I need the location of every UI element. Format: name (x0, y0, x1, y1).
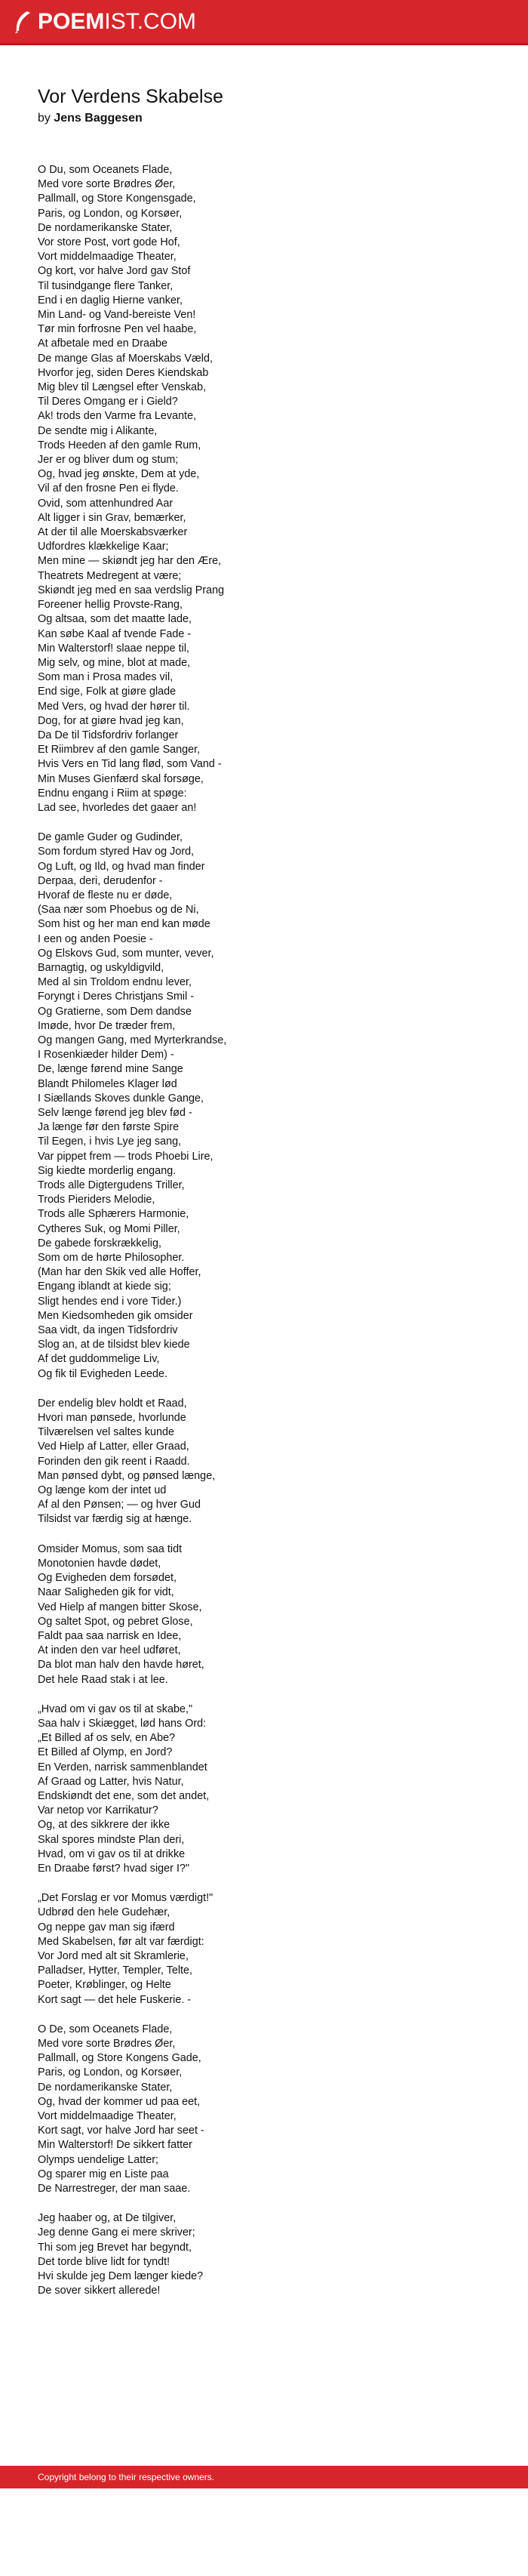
poem-line: Saa vidt, da ingen Tidsfordriv (38, 1324, 178, 1337)
poem-line: De sover sikkert allerede! (38, 2285, 161, 2297)
poem-line: Vor Jord med alt sit Skramlerie, (38, 1949, 189, 1962)
poem-line: „Et Billed af os selv, en Abe? (38, 1732, 176, 1745)
poem-line: Var netop vor Karrikatur? (38, 1804, 158, 1817)
logo-text-bold: POEM (38, 9, 105, 34)
poem-line: Og Luft, og Ild, og hvad man finder (38, 860, 205, 873)
poem-line: Endskiøndt det ene, som det andet, (38, 1789, 210, 1802)
author-link[interactable]: Jens Baggesen (54, 112, 143, 125)
stanza (38, 2211, 490, 2298)
poem-line: Og, hvad der kommer ud paa eet, (38, 2095, 201, 2108)
poem-line: Olymps uendelige Latter; (38, 2153, 158, 2166)
poem-line: „Det Forslag er vor Momus værdigt!" (38, 1892, 213, 1905)
poem-line: Og mangen Gang, med Myrterkrandse, (38, 1034, 227, 1046)
poem-line: Men mine — skiøndt jeg har den Ære, (38, 555, 222, 568)
poem-line: Forinden den gik reent i Raadd. (38, 1455, 190, 1468)
poem-line: Trods alle Digtergudens Triller, (38, 1179, 185, 1192)
poem-line: Skal spores mindste Plan deri, (38, 1833, 185, 1846)
poem-line: End sige, Folk at giøre glade (38, 686, 177, 698)
poem-line: Min Muses Gienfærd skal forsøge, (38, 772, 204, 785)
poem-line: Et Billed af Olymp, en Jord? (38, 1746, 173, 1759)
poem-line: Thi som jeg Brevet har begyndt, (38, 2241, 192, 2254)
poem-line: „Hvad om vi gav os til at skabe," (38, 1702, 193, 1715)
poem-line: En Verden, narrisk sammenblandet (38, 1761, 207, 1773)
poem-line: De mange Glas af Moerskabs Væld, (38, 352, 213, 365)
poem-line: Min Walterstorf! slaae neppe til, (38, 642, 190, 655)
poem-line: Paris, og London, og Korsøer, (38, 207, 183, 220)
poem-line: Min Walterstorf! De sikkert fatter (38, 2139, 192, 2152)
poem-line: Et Riimbrev af den gamle Sanger, (38, 744, 201, 756)
poem-line: Skiøndt jeg med en saa verdslig Prang (38, 584, 225, 596)
poem-line: Hvi skulde jeg Dem længer kiede? (38, 2270, 204, 2283)
poem-line: Palladser, Hytter, Templer, Telte, (38, 1964, 193, 1977)
poem-line: Cytheres Suk, og Momi Piller, (38, 1222, 180, 1235)
poem-line: Tør min forfrosne Pen vel haabe, (38, 323, 197, 336)
poem-line: Udfordres klækkelige Kaar; (38, 541, 169, 553)
poem-line: Som fordum styred Hav og Jord, (38, 846, 195, 858)
poem-line: Trods alle Sphærers Harmonie, (38, 1208, 189, 1221)
poem-line: Og sparer mig en Liste paa (38, 2168, 169, 2180)
poem-line: Udbrød den hele Gudehær, (38, 1906, 170, 1919)
poem-line: At afbetale med en Draabe (38, 337, 167, 350)
poem-line: Ovid, som attenhundred Aar (38, 497, 173, 510)
poem-line: Paris, og London, og Korsøer, (38, 2066, 183, 2079)
poem-line: Som man i Prosa mades vil, (38, 671, 173, 684)
poem-line: Hvorfor jeg, siden Deres Kiendskab (38, 366, 209, 379)
poem-line: De gamle Guder og Gudinder, (38, 831, 183, 844)
poem-line: At inden den var heel udføret, (38, 1644, 181, 1657)
poem-line: Af al den Pønsen; — og hver Gud (38, 1499, 201, 1511)
poem-line: Hvis Vers en Tid lang flød, som Vand - (38, 758, 222, 771)
poem-line: Og, hvad jeg ønskte, Dem at yde, (38, 468, 200, 481)
poem-line: Imøde, hvor De træder frem, (38, 1019, 176, 1032)
poem-line: Ak! trods den Varme fra Levante, (38, 410, 197, 423)
stanza (38, 1542, 490, 1687)
poem-line: Der endelig blev holdt et Raad, (38, 1397, 187, 1410)
poem-line: Ja længe før den første Spire (38, 1121, 180, 1134)
poem-line: Og kort, vor halve Jord gav Stof (38, 265, 191, 278)
poem-line: (Saa nær som Phoebus og de Ni, (38, 904, 199, 917)
site-header (0, 0, 528, 45)
poem-line: Ved Hielp af mangen bitter Skose, (38, 1601, 202, 1613)
poem-line: En Draabe først? hvad siger I?" (38, 1862, 190, 1875)
poem-line: Endnu engang i Riim at spøge: (38, 787, 187, 800)
stanza (38, 830, 490, 1382)
poem-line: O Du, som Oceanets Flade, (38, 164, 173, 176)
poem-line: Naar Saligheden gik for vidt, (38, 1586, 174, 1599)
poem-line: Vort middelmaadige Theater, (38, 251, 177, 263)
poem-line: Ved Hielp af Latter, eller Graad, (38, 1441, 189, 1453)
poem-line: Var pippet frem — trods Phoebi Lire, (38, 1150, 213, 1163)
poem-line: (Man har den Skik ved alle Hoffer, (38, 1266, 201, 1279)
poem-line: I een og anden Poesie - (38, 932, 153, 945)
poem-line: Mig blev til Længsel efter Venskab, (38, 381, 207, 394)
poem-line: Barnagtig, og uskyldigvild, (38, 961, 164, 974)
poem-line: Til Deres Omgang er i Gield? (38, 396, 178, 408)
poem-line: Faldt paa saa narrisk en Idee, (38, 1629, 182, 1642)
stanza (38, 2023, 490, 2196)
poem-line: Monotonien havde dødet, (38, 1557, 161, 1570)
poem-line: At der til alle Moerskabsværker (38, 526, 188, 539)
poem-line: Og længe kom der intet ud (38, 1484, 167, 1497)
poem-line: Til tusindgange flere Tanker, (38, 279, 173, 292)
poem-line: Som om de hørte Philosopher. (38, 1252, 185, 1265)
poem-line: Selv længe førend jeg blev fød - (38, 1107, 192, 1119)
poem-line: Kan søbe Kaal af tvende Fade - (38, 627, 192, 640)
poem-line: Man pønsed dybt, og pønsed længe, (38, 1469, 216, 1482)
poem-line: Slog an, at de tilsidst blev kiede (38, 1339, 190, 1351)
poem-line: Hvad, om vi gav os til at drikke (38, 1847, 186, 1860)
stanza (38, 1891, 490, 2007)
poem-body (38, 163, 490, 2298)
poem-line: Jeg haaber og, at De tilgiver, (38, 2212, 177, 2225)
poem-line: Og, at des sikkrere der ikke (38, 1819, 170, 1832)
poem-line: I Rosenkiæder hilder Dem) - (38, 1049, 174, 1062)
poem-line: Hvoraf de fleste nu er døde, (38, 889, 173, 901)
poem-line: Trods Pieriders Melodie, (38, 1194, 155, 1206)
poem-line: Det torde blive lidt for tyndt! (38, 2255, 170, 2268)
poem-line: Tilsidst var færdig sig at hænge. (38, 1513, 192, 1526)
logo-text-light: IST.COM (104, 9, 197, 34)
poem-line: Theatrets Medregent at være; (38, 569, 182, 582)
poem-line: Mig selv, og mine, blot at made, (38, 656, 191, 669)
poem-line: End i en daglig Hierne vanker, (38, 294, 183, 307)
poem-line: Derpaa, deri, derudenfor - (38, 874, 163, 887)
stanza (38, 163, 490, 815)
poem-line: Trods Heeden af den gamle Rum, (38, 439, 201, 451)
poem-line: Og fik til Evigheden Leede. (38, 1367, 167, 1380)
poem-line: Tilværelsen vel saltes kunde (38, 1426, 175, 1439)
poem-line: Hvori man pønsede, hvorlunde (38, 1412, 186, 1425)
poem-line: Sligt hendes end i vore Tider.) (38, 1295, 182, 1308)
poem-line: De, længe førend mine Sange (38, 1063, 183, 1076)
byline (38, 110, 490, 127)
poem-line: Pallmall, og Store Kongens Gade, (38, 2052, 201, 2065)
poem-line: Kort sagt, vor halve Jord har seet - (38, 2125, 204, 2137)
poem-line: Vort middelmaadige Theater, (38, 2110, 177, 2122)
poem-line: Da De til Tidsfordriv forlanger (38, 729, 179, 741)
poem-line: Sig kiedte morderlig engang. (38, 1164, 177, 1177)
poem-line: Til Eegen, i hvis Lye jeg sang, (38, 1135, 182, 1148)
poem-line: Med al sin Troldom endnu lever, (38, 976, 192, 989)
copyright-text: Copyright belong to their respective owners. (38, 2472, 215, 2482)
poem-line: Poeter, Krøblinger, og Helte (38, 1979, 171, 1992)
poem-line: Og Evigheden dem forsødet, (38, 1572, 177, 1585)
site-footer (0, 2466, 528, 2488)
poem-line: Jer er og bliver dum og stum; (38, 454, 179, 467)
poem-line: Det hele Raad stak i at lee. (38, 1673, 168, 1686)
poem-line: Alt ligger i sin Grav, bemærker, (38, 511, 186, 524)
poem-line: Og altsaa, som det maatte lade, (38, 613, 192, 626)
poem-line: Med vore sorte Brødres Øer, (38, 178, 176, 191)
poem-line: Saa halv i Skiægget, lød hans Ord: (38, 1717, 207, 1730)
poem-line: Foryngt i Deres Christjans Smil - (38, 991, 195, 1003)
quill-pen-icon (12, 11, 32, 33)
poem-line: Pallmall, og Store Kongensgade, (38, 193, 196, 205)
poem-line: Kort sagt — det hele Fuskerie. - (38, 1993, 192, 2006)
poem-line: Med Skabelsen, før alt var færdigt: (38, 1935, 204, 1948)
poem-line: Med Vers, og hvad der hører til. (38, 700, 190, 713)
poem-content (0, 45, 528, 2466)
poem-line: Som hist og her man end kan møde (38, 918, 210, 931)
poem-line: Blandt Philomeles Klager lød (38, 1077, 177, 1090)
poem-line: De Narrestreger, der man saae. (38, 2183, 191, 2195)
poem-line: Foreener hellig Provste-Rang, (38, 599, 183, 612)
poem-line: Med vore sorte Brødres Øer, (38, 2037, 176, 2050)
poem-line: De nordamerikanske Stater, (38, 221, 173, 234)
poem-line: Og Gratierne, som Dem dandse (38, 1005, 192, 1018)
poem-line: Vil af den frosne Pen ei flyde. (38, 482, 179, 495)
stanza (38, 1702, 490, 1876)
poem-line: De gabede forskrækkelig, (38, 1237, 161, 1249)
poem-line: De sendte mig i Alikante, (38, 424, 158, 437)
poem-line: Men Kiedsomheden gik omsider (38, 1309, 193, 1322)
poem-line: De nordamerikanske Stater, (38, 2081, 173, 2094)
by-label: by (38, 112, 51, 125)
poem-line: Og neppe gav man sig ifærd (38, 1921, 175, 1934)
poem-line: Og Elskovs Gud, som munter, vever, (38, 947, 214, 960)
poem-line: Vor store Post, vort gode Hof, (38, 236, 180, 249)
poem-line: Af Graad og Latter, hvis Natur, (38, 1775, 184, 1788)
poem-title: Vor Verdens Skabelse (38, 86, 223, 107)
stanza (38, 1397, 490, 1527)
poem-line: Jeg denne Gang ei mere skriver; (38, 2226, 195, 2239)
poem-line: Min Land- og Vand-bereiste Ven! (38, 309, 196, 322)
poem-line: I Siællands Skoves dunkle Gange, (38, 1092, 204, 1105)
poem-line: O De, som Oceanets Flade, (38, 2023, 173, 2035)
poem-line: Og saltet Spot, og pebret Glose, (38, 1615, 193, 1628)
poem-line: Dog, for at giøre hvad jeg kan, (38, 714, 184, 727)
poem-line: Af det guddommelige Liv, (38, 1353, 160, 1366)
poem-line: Omsider Momus, som saa tidt (38, 1542, 183, 1555)
site-logo[interactable] (12, 9, 196, 35)
poem-line: Da blot man halv den havde høret, (38, 1659, 204, 1672)
poem-line: Lad see, hvorledes det gaaer an! (38, 801, 197, 814)
poem-line: Engang iblandt at kiede sig; (38, 1280, 171, 1293)
